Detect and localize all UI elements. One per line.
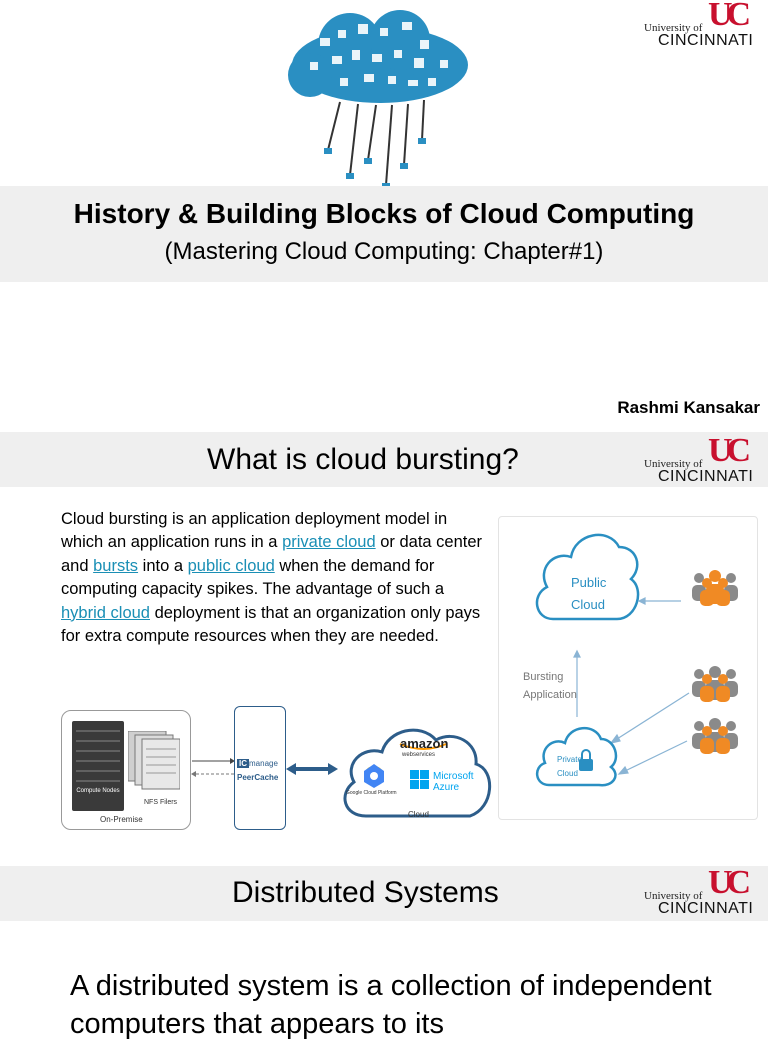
webservices-label: webservices <box>402 752 436 758</box>
bursting-label-1: Bursting <box>523 671 564 683</box>
private-cloud-label-1: Private <box>557 755 582 764</box>
definition-paragraph <box>61 508 491 648</box>
connector-arrows <box>190 756 236 780</box>
logo-university-of: University of <box>644 890 703 902</box>
private-cloud-label-2: Cloud <box>557 769 578 778</box>
logo-uc-mark: UC <box>708 864 746 901</box>
para-text: deployment is that an organization only pays for extra compute resources when they are needed. <box>61 603 481 646</box>
users-group-icon <box>687 569 743 609</box>
amazon-label: amazon <box>400 736 449 751</box>
public-cloud-label-2: Cloud <box>571 597 605 612</box>
logo-university-of: University of <box>644 22 703 34</box>
bidirectional-arrow <box>286 762 338 776</box>
slide-heading: What is cloud bursting? <box>207 443 519 476</box>
slide-subtitle: (Mastering Cloud Computing: Chapter#1) <box>164 238 604 265</box>
university-logo <box>644 864 764 918</box>
on-premise-box <box>61 710 191 830</box>
link-hybrid-cloud[interactable]: hybrid cloud <box>61 603 150 622</box>
ic-badge: IC <box>239 759 247 768</box>
author-name: Rashmi Kansakar <box>617 398 760 417</box>
users-group-icon <box>687 717 743 757</box>
cloud-label: Cloud <box>408 810 429 819</box>
para-text: into a <box>138 556 188 575</box>
server-rack-icon <box>72 721 124 811</box>
ic-manage-logo <box>237 759 278 768</box>
google-label: Google Cloud Platform <box>346 790 397 796</box>
azure-label: Azure <box>433 782 460 793</box>
logo-cincinnati: CINCINNATI <box>658 32 754 49</box>
slide-heading: Distributed Systems <box>232 876 499 909</box>
distributed-definition: A distributed system is a collection of independent computers that appears to its <box>70 970 712 1040</box>
cloud-icons-illustration <box>280 10 480 190</box>
para-text: or data center and <box>61 533 483 575</box>
logo-cincinnati: CINCINNATI <box>658 468 754 485</box>
logo-university-of: University of <box>644 458 703 470</box>
microsoft-label: Microsoft <box>433 771 474 782</box>
link-bursts[interactable]: bursts <box>93 556 139 575</box>
bursting-label-2: Application <box>523 689 577 701</box>
bursting-diagram <box>498 516 758 820</box>
compute-nodes-text: Compute Nodes <box>76 788 120 794</box>
compute-nodes-label <box>74 787 122 795</box>
link-public-cloud[interactable]: public cloud <box>187 556 275 575</box>
logo-cincinnati: CINCINNATI <box>658 900 754 917</box>
para-text: Cloud bursting is an application deployment model in which an application runs in a <box>61 510 448 552</box>
logo-uc-mark: UC <box>708 0 746 33</box>
users-group-icon <box>687 665 743 705</box>
logo-uc-mark: UC <box>708 432 746 469</box>
public-cloud-label-1: Public <box>571 575 607 590</box>
manage-text: manage <box>249 759 278 768</box>
nfs-filers-icon <box>128 731 180 791</box>
peercache-label: PeerCache <box>237 773 279 782</box>
nfs-filers-label: NFS Filers <box>144 799 178 806</box>
peercache-box <box>234 706 286 830</box>
on-premise-label: On-Premise <box>100 815 143 824</box>
slide-title: History & Building Blocks of Cloud Computing <box>73 198 695 229</box>
link-private-cloud[interactable]: private cloud <box>282 533 376 552</box>
para-text: when the demand for computing capacity spikes. The advantage of such a <box>61 556 445 599</box>
university-logo <box>644 2 764 50</box>
university-logo <box>644 432 764 486</box>
